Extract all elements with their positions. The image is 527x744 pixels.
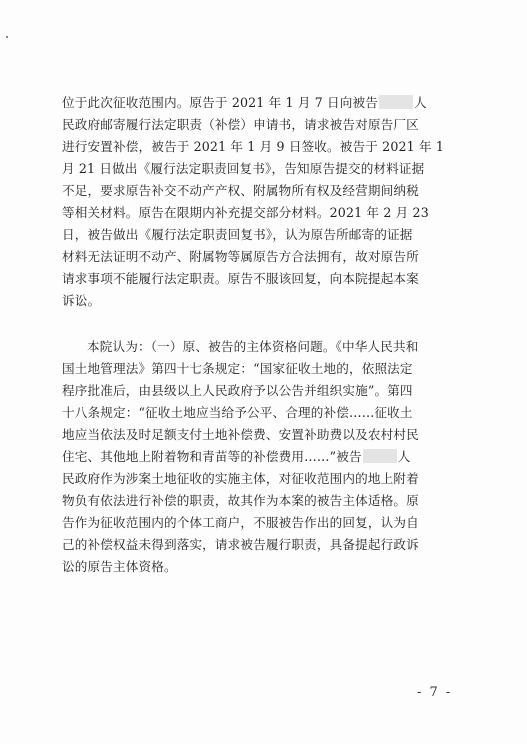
text-segment: 地应当依法及时足额支付土地补偿费、安置补助费以及农村村民 [62, 427, 419, 442]
text-line [62, 468, 462, 490]
text-segment: 物负有依法进行补偿的职责，故其作为本案的被告主体适格。原 [62, 493, 419, 508]
text-segment: 不足，要求原告补交不动产产权、附属物所有权及经营期间纳税 [62, 183, 419, 198]
text-segment: 民政府作为涉案土地征收的实施主体，对征收范围内的地上附着 [62, 471, 419, 486]
text-segment: 等相关材料。原告在限期内补充提交部分材料。2021 年 2 月 23 [62, 205, 429, 220]
text-line [62, 556, 462, 578]
text-segment: 己的补偿权益未得到落实，请求被告履行职责，具备提起行政诉 [62, 537, 419, 552]
text-line [62, 446, 462, 468]
text-line [62, 158, 462, 180]
text-line [62, 534, 462, 556]
text-segment: 位于此次征收范围内。原告于 2021 年 1 月 7 日向被告 [62, 95, 379, 110]
text-segment: 请求事项不能履行法定职责。原告不服该回复，向本院提起本案 [62, 271, 419, 286]
text-line [62, 402, 462, 424]
text-segment: 诉讼。 [62, 293, 101, 308]
text-segment: 材料无法证明不动产、附属物等属原告方合法拥有，故对原告所 [62, 249, 419, 264]
text-segment: 日，被告做出《履行法定职责回复书》，认为原告所邮寄的证据 [62, 227, 413, 242]
text-line [62, 268, 462, 290]
text-line [62, 114, 462, 136]
text-segment: 月 21 日做出《履行法定职责回复书》，告知原告提交的材料证据 [62, 161, 425, 176]
text-segment: 住宅、其他地上附着物和青苗等的补偿费用……”被告 [62, 449, 362, 464]
scan-mark [6, 36, 8, 38]
redaction-block [379, 95, 413, 109]
text-line [62, 224, 462, 246]
text-segment: 讼的原告主体资格。 [62, 559, 177, 574]
text-line [62, 380, 462, 402]
redaction-block [363, 449, 397, 463]
text-line [62, 180, 462, 202]
text-segment: 民政府邮寄履行法定职责（补偿）申请书，请求被告对原告厂区 [62, 117, 419, 132]
page-number: - 7 - [417, 685, 453, 700]
text-segment: 告作为征收范围内的个体工商户，不服被告作出的回复，认为自 [62, 515, 419, 530]
paragraph-facts [62, 92, 462, 312]
text-line [62, 136, 462, 158]
text-line [62, 92, 462, 114]
text-line [62, 424, 462, 446]
paragraph-court-opinion [62, 336, 462, 578]
text-segment: 本院认为：（一）原、被告的主体资格问题。《中华人民共和 [87, 339, 419, 354]
text-line [62, 290, 462, 312]
text-segment: 程序批准后，由县级以上人民政府予以公告并组织实施”。第四 [62, 383, 413, 398]
text-line [62, 202, 462, 224]
text-segment: 人 [414, 95, 427, 110]
text-segment: 进行安置补偿，被告于 2021 年 1 月 9 日签收。被告于 2021 年 1 [62, 139, 445, 154]
text-segment: 人 [397, 449, 411, 464]
text-segment: 国土地管理法》第四十七条规定：“国家征收土地的，依照法定 [62, 361, 413, 376]
text-line [62, 512, 462, 534]
text-line [62, 358, 462, 380]
text-line [62, 490, 462, 512]
text-line [62, 336, 462, 358]
text-line [62, 246, 462, 268]
text-segment: 十八条规定：“征收土地应当给予公平、合理的补偿……征收土 [62, 405, 413, 420]
